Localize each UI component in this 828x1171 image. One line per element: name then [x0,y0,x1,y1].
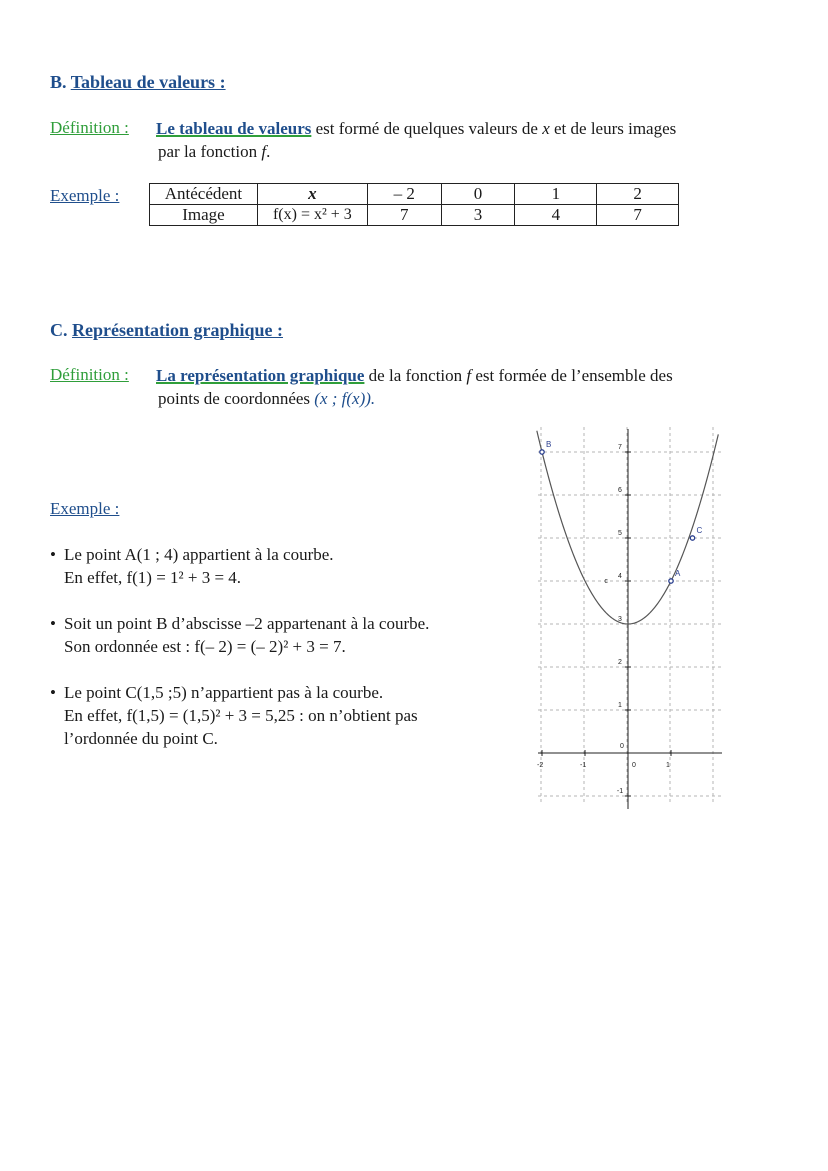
section-c-title [50,320,283,341]
x-tick-label: -1 [580,762,587,769]
y-tick-label: 7 [618,444,622,451]
table-cell: 2 [597,184,679,205]
bullet-line: l’ordonnée du point C. [64,729,218,748]
parabola-graph [530,425,730,810]
definition-text-b-line2 [158,141,270,163]
y-tick-label: 4 [618,573,622,580]
definition-text-c [156,365,806,387]
point-a [669,579,673,583]
curve-label: c [604,578,608,586]
definition-label-c: Définition : [50,365,129,384]
table-cell: 7 [597,205,679,226]
point-b [540,450,544,454]
table-cell: 3 [441,205,515,226]
bullet-line: Le point A(1 ; 4) appartient à la courbe. [64,545,334,564]
table-cell-formula: f(x) = x² + 3 [257,205,367,226]
definition-var-x: x [542,119,550,138]
bullet-dot: • [50,614,56,633]
definition-line2-text: par la fonction [158,142,262,161]
x-tick-label: -2 [537,762,544,769]
definition-text-c-part2: est formée de l’ensemble des [471,366,673,385]
y-tick-label: -1 [616,788,624,795]
origin-label: 0 [620,743,624,750]
table-row [150,205,679,226]
table-cell: 4 [515,205,597,226]
x-tick-label: 0 [632,762,636,769]
bullet-line: Le point C(1,5 ;5) n’appartient pas à la courbe. [64,683,384,702]
point-label-a: A [675,569,681,578]
definition-term-c: La représentation graphique [156,366,365,385]
table-cell-x: x [257,184,367,205]
section-b-heading: Tableau de valeurs : [70,72,226,92]
table-cell: 7 [367,205,441,226]
y-tick-label: 2 [618,659,622,666]
y-tick-label: 5 [618,530,622,537]
example-label-c: Exemple : [50,499,120,518]
table-cell: – 2 [367,184,441,205]
definition-c-line2-text: points de coordonnées [158,389,315,408]
section-b-letter: B. [50,72,67,92]
values-table [149,183,679,226]
table-cell-antecedent: Antécédent [150,184,258,205]
definition-text-b-part1: est formé de quelques valeurs de [311,119,543,138]
definition-line2-f: f [261,142,267,161]
y-tick-label: 6 [618,487,622,494]
definition-text-c-line2 [158,388,375,410]
table-cell-image: Image [150,205,258,226]
definition-text-b [156,118,796,140]
bullet-item [50,681,418,750]
section-b-title [50,72,226,93]
bullet-line: Soit un point B d’abscisse –2 appartenant à la courbe. [64,614,430,633]
definition-label-b: Définition : [50,118,129,137]
point-c [690,536,694,540]
bullet-item [50,612,429,658]
y-tick-label: 3 [618,616,622,623]
bullet-item [50,543,334,589]
point-label-c: C [696,526,703,535]
section-c-letter: C. [50,320,68,340]
y-tick-label: 1 [618,702,622,709]
table-cell: 1 [515,184,597,205]
bullet-line: En effet, f(1,5) = (1,5)² + 3 = 5,25 : on n’obtient pas [64,706,418,725]
bullet-dot: • [50,545,56,564]
definition-var-f: f [466,366,472,385]
definition-c-coords: (x ; f(x)). [314,389,376,408]
bullet-line: En effet, f(1) = 1² + 3 = 4. [64,568,242,587]
x-tick-label: 1 [666,762,670,769]
definition-text-c-part1: de la fonction [364,366,467,385]
bullet-dot: • [50,683,56,702]
example-label-b: Exemple : [50,186,120,205]
definition-line2-end: . [266,142,271,161]
table-row [150,184,679,205]
bullet-line: Son ordonnée est : f(– 2) = (– 2)² + 3 = 7. [64,637,346,656]
definition-text-b-part2: et de leurs images [549,119,677,138]
table-cell: 0 [441,184,515,205]
definition-term-b: Le tableau de valeurs [156,119,312,138]
point-label-b: B [546,440,552,449]
section-c-heading: Représentation graphique : [72,320,283,340]
